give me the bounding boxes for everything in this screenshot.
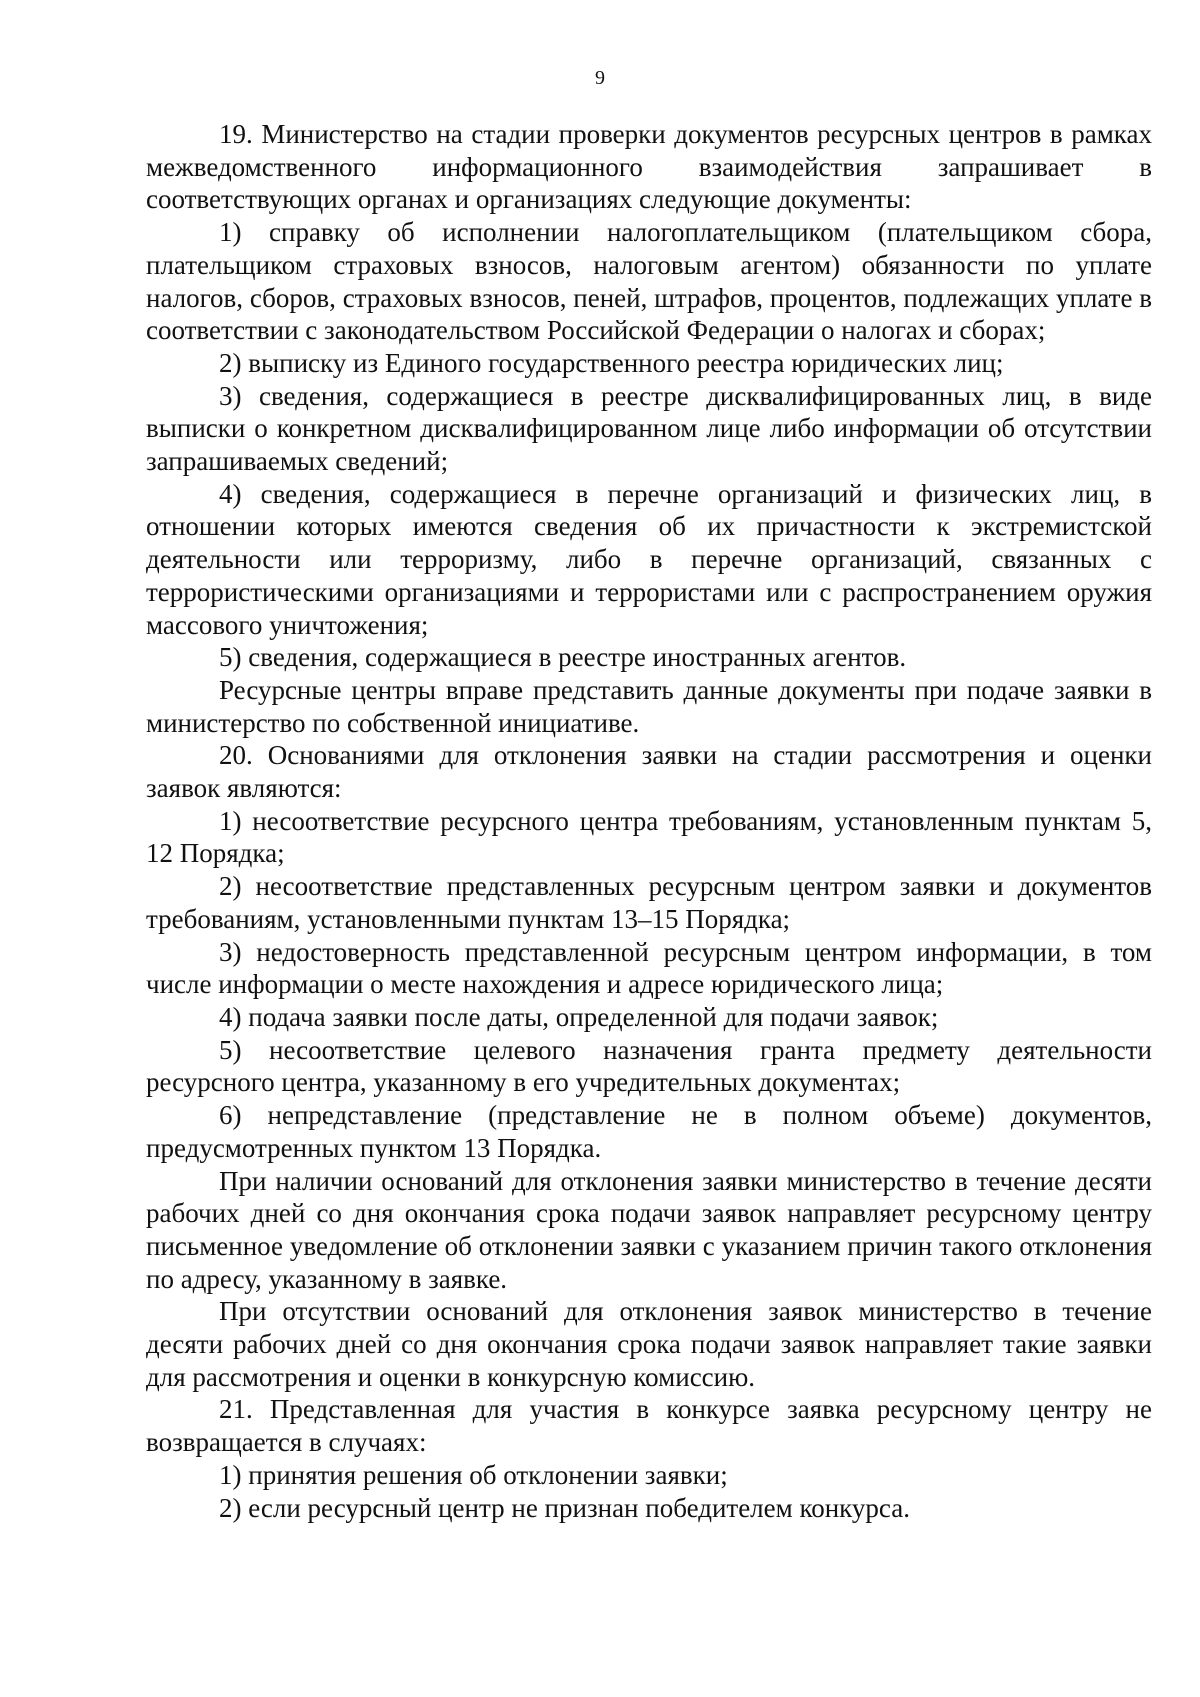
list-item-documents-mismatch: 2) несоответствие представленных ресурсным центром заявки и документов требованиям, установленными пунктам 13–15 Порядка; [146, 871, 1152, 934]
list-item-not-winner: 2) если ресурсный центр не признан победителем конкурса. [219, 1492, 910, 1523]
paragraph-own-initiative: Ресурсные центры вправе представить данные документы при подаче заявки в министерство по собственной инициативе. [146, 674, 1152, 738]
list-item-extremism-list: 4) сведения, содержащиеся в перечне организаций и физических лиц, в отношении которых имеются сведения об их причастности к экстремистской деятельности или терроризму, либо в перечне организаций, связанных с террористическими организациями и террористами или с распространением оружия массового уничтожения; [146, 478, 1152, 640]
list-item-rejection-decision: 1) принятия решения об отклонении заявки; [219, 1459, 728, 1490]
list-item-center-mismatch: 1) несоответствие ресурсного центра требованиям, установленным пунктам 5, 12 Порядка; [146, 805, 1152, 869]
paragraph-rejection-notice: При наличии оснований для отклонения заявки министерство в течение десяти рабочих дней со дня окончания срока подачи заявок направляет ресурсному центру письменное уведомление об отклонении заявки с указанием причин такого отклонения по адресу, указанному в заявке. [146, 1165, 1152, 1294]
document-body [146, 118, 1152, 1524]
list-item-tax-certificate: 1) справку об исполнении налогоплательщиком (плательщиком сбора, плательщиком страховых взносов, налоговым агентом) обязанности по уплате налогов, сборов, страховых взносов, пеней, штрафов, процентов, подлежащих уплате в соответствии с законодательством Российской Федерации о налогах и сборах; [146, 217, 1152, 346]
paragraph-no-rejection: При отсутствии оснований для отклонения заявок министерство в течение десяти рабочих дней со дня окончания срока подачи заявок направляет такие заявки для рассмотрения и оценки в конкурсную комиссию. [146, 1296, 1152, 1392]
list-item-disqualified-registry: 3) сведения, содержащиеся в реестре дисквалифицированных лиц, в виде выписки о конкретном дисквалифицированном лице либо информации об отсутствии запрашиваемых сведений; [146, 380, 1152, 477]
paragraph-19-intro: 19. Министерство на стадии проверки документов ресурсных центров в рамках межведомственного информационного взаимодействия запрашивает в соответствующих органах и организациях следующие документы: [146, 119, 1152, 215]
list-item-egrul-extract: 2) выписку из Единого государственного реестра юридических лиц; [219, 347, 1004, 378]
page-number: 9 [595, 67, 605, 89]
list-item-unreliable-info: 3) недостоверность представленной ресурсным центром информации, в том числе информации о месте нахождения и адресе юридического лица; [146, 936, 1152, 1000]
paragraph-20-intro: 20. Основаниями для отклонения заявки на стадии рассмотрения и оценки заявок являются: [146, 740, 1152, 804]
list-item-foreign-agents: 5) сведения, содержащиеся в реестре иностранных агентов. [219, 642, 907, 673]
list-item-missing-documents: 6) непредставление (представление не в полном объеме) документов, предусмотренных пунктом 13 Порядка. [146, 1100, 1152, 1163]
list-item-purpose-mismatch: 5) несоответствие целевого назначения гранта предмету деятельности ресурсного центра, указанному в его учредительных документах; [146, 1034, 1152, 1098]
list-item-late-submission: 4) подача заявки после даты, определенной для подачи заявок; [219, 1001, 939, 1032]
paragraph-21-intro: 21. Представленная для участия в конкурсе заявка ресурсному центру не возвращается в случаях: [146, 1394, 1152, 1458]
